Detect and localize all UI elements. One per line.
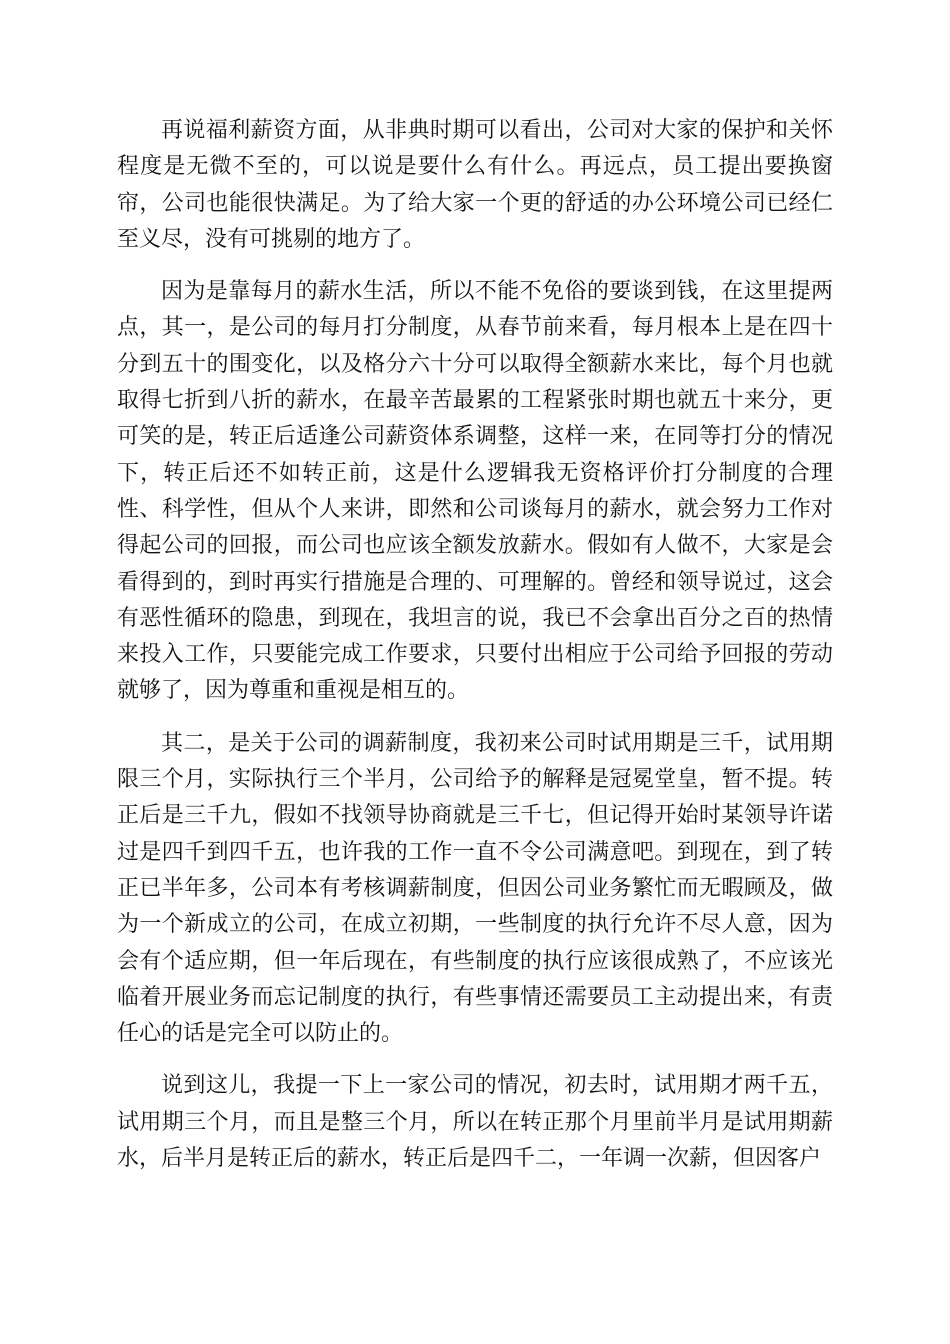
paragraph-previous-company: 说到这儿，我提一下上一家公司的情况，初去时，试用期才两千五，试用期三个月，而且是整三个月，所以在转正那个月里前半月是试用期薪水，后半月是转正后的薪水，转正后是四千二，一年调一次薪，但因客户 (117, 1073, 833, 1172)
paragraph-monthly-scoring: 因为是靠每月的薪水生活，所以不能不免俗的要谈到钱，在这里提两点，其一，是公司的每月打分制度，从春节前来看，每月根本上是在四十分到五十的围变化，以及格分六十分可以取得全额薪水来比，每个月也就取得七折到八折的薪水，在最辛苦最累的工程紧张时期也就五十来分，更可笑的是，转正后适逢公司薪资体系调整，这样一来，在同等打分的情况下，转正后还不如转正前，这是什么逻辑我无资格评价打分制度的合理性、科学性，但从个人来讲，即然和公司谈每月的薪水，就会努力工作对得起公司的回报，而公司也应该全额发放薪水。假如有人做不，大家是会看得到的，到时再实行措施是合理的、可理解的。曾经和领导说过，这会有恶性循环的隐患，到现在，我坦言的说，我已不会拿出百分之百的热情来投入工作，只要能完成工作要求，只要付出相应于公司给予回报的劳动就够了，因为尊重和重视是相互的。 (117, 279, 833, 704)
paragraph-salary-adjustment: 其二，是关于公司的调薪制度，我初来公司时试用期是三千，试用期限三个月，实际执行三个半月，公司给予的解释是冠冕堂皇，暂不提。转正后是三千九，假如不找领导协商就是三千七，但记得开始时某领导许诺过是四千到四千五，也许我的工作一直不令公司满意吧。到现在，到了转正已半年多，公司本有考核调薪制度，但因公司业务繁忙而无暇顾及，做为一个新成立的公司，在成立初期，一些制度的执行允许不尽人意，因为会有个适应期，但一年后现在，有些制度的执行应该很成熟了，不应该光临着开展业务而忘记制度的执行，有些事情还需要员工主动提出来，有责任心的话是完全可以防止的。 (117, 730, 833, 1047)
document-page (117, 113, 833, 1193)
paragraph-welfare-salary: 再说福利薪资方面，从非典时期可以看出，公司对大家的保护和关怀程度是无微不至的，可以说是要什么有什么。再远点，员工提出要换窗帘，公司也能很快满足。为了给大家一个更的舒适的办公环境公司已经仁至义尽，没有可挑剔的地方了。 (117, 118, 833, 252)
